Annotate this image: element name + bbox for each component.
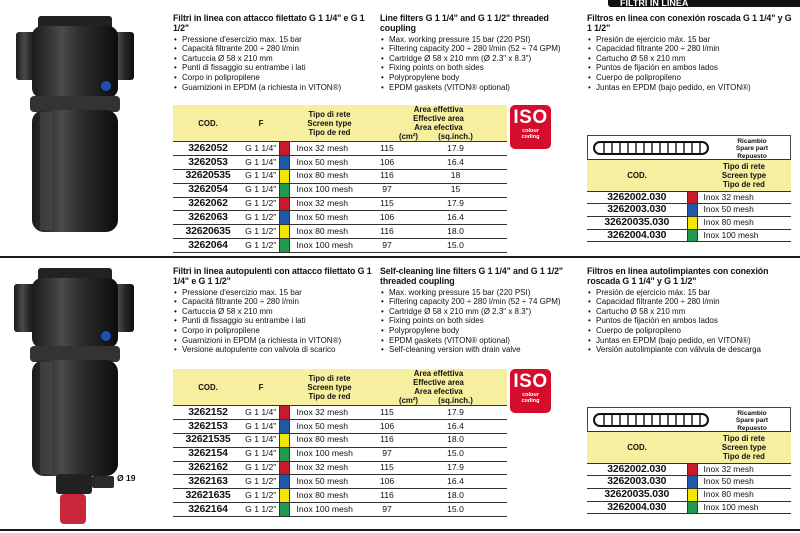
iso-colour-coding-badge — [510, 105, 551, 149]
desc-item: • EPDM gaskets (VITON® optional) — [380, 83, 585, 93]
table-row — [587, 191, 791, 204]
col-thread: F — [243, 369, 279, 406]
table-row — [173, 142, 507, 156]
desc-item: • Cartucho Ø 58 x 210 mm — [587, 54, 792, 64]
section-divider — [0, 529, 800, 531]
mesh-color-swatch — [279, 447, 289, 461]
desc-title: Filtros en linea autolimpiantes con conexión roscada G 1 1/4" y G 1 1/2" — [587, 266, 769, 286]
cartridge-icon — [592, 411, 710, 429]
mesh-type: Inox 100 mesh — [697, 501, 791, 514]
iso-colour-coding-badge — [510, 369, 551, 413]
mesh-type: Inox 100 mesh — [289, 239, 370, 253]
area-cm2: 115 — [370, 461, 404, 475]
area-header-it: Area effettiva — [413, 369, 464, 378]
table-row — [173, 155, 507, 169]
mesh-type: Inox 80 mesh — [289, 169, 370, 183]
table-row — [587, 501, 791, 514]
iso-text: ISO — [513, 107, 548, 128]
mesh-type: Inox 50 mesh — [289, 211, 370, 225]
spare-table — [587, 160, 791, 242]
unit-sqin: (sq.inch.) — [438, 132, 473, 141]
area-sqin: 18.0 — [404, 489, 507, 503]
area-header-it: Area effettiva — [413, 105, 464, 114]
product-code: 3262152 — [173, 406, 243, 420]
area-sqin: 17.9 — [404, 197, 507, 211]
desc-item: • Juntas en EPDM (bajo pedido, en VITON®) — [587, 83, 792, 93]
col-code: COD. — [173, 105, 243, 142]
table-row — [587, 476, 791, 489]
desc-item: • Filtering capacity 200 ÷ 280 l/min (52 ÷ 74 GPM) — [380, 44, 585, 54]
desc-item: • Filtering capacity 200 ÷ 280 l/min (52 ÷ 74 GPM) — [380, 297, 585, 307]
mesh-color-swatch — [687, 204, 697, 217]
area-cm2: 97 — [370, 239, 404, 253]
desc-item: • Cartucho Ø 58 x 210 mm — [587, 307, 792, 317]
table-row — [173, 447, 507, 461]
desc-title: Filtri in linea autopulenti con attacco filettato G 1 1/4" e G 1 1/2" — [173, 266, 372, 286]
mesh-header-it: Tipo di rete — [308, 373, 351, 383]
product-code: 3262064 — [173, 239, 243, 253]
area-cm2: 116 — [370, 169, 404, 183]
mesh-type: Inox 100 mesh — [289, 183, 370, 197]
col-code: COD. — [173, 369, 243, 406]
spare-mesh-es: Tipo de red — [723, 179, 765, 189]
spare-label-en: Spare part — [735, 417, 769, 425]
unit-cm: (cm²) — [398, 132, 419, 141]
mesh-header-en: Screen type — [307, 382, 352, 392]
thread-size: G 1 1/2" — [243, 197, 279, 211]
product-code: 3262153 — [173, 419, 243, 433]
spare-col-color — [687, 432, 697, 463]
spare-mesh-it: Tipo di rete — [723, 161, 765, 171]
spare-part-panel — [587, 407, 791, 514]
thread-size: G 1 1/2" — [243, 211, 279, 225]
desc-item: • Corpo in polipropilene — [173, 326, 378, 336]
thread-size: G 1 1/2" — [243, 461, 279, 475]
table-row — [173, 183, 507, 197]
desc-item: • Max. working pressure 15 bar (220 PSI) — [380, 288, 585, 298]
desc-item: • Cuerpo de polipropileno — [587, 73, 792, 83]
mesh-color-swatch — [687, 191, 697, 204]
area-header-es: Area efectiva — [414, 123, 463, 132]
desc-item: • Capacidad filtrante 200 ÷ 280 l/min — [587, 44, 792, 54]
mesh-color-swatch — [279, 239, 289, 253]
area-sqin: 18.0 — [404, 225, 507, 239]
product-code: 32620535 — [173, 169, 243, 183]
spare-mesh-en: Screen type — [721, 170, 767, 180]
area-cm2: 106 — [370, 419, 404, 433]
spare-table-body — [587, 463, 791, 514]
area-sqin: 16.4 — [404, 475, 507, 489]
spare-code: 3262002.030 — [587, 463, 687, 476]
area-sqin: 17.9 — [404, 406, 507, 420]
spare-mesh-en: Screen type — [721, 442, 767, 452]
product-table-body — [173, 406, 507, 517]
desc-item: • Versione autopulente con valvola di scarico — [173, 345, 378, 355]
cartridge-image — [588, 408, 714, 431]
area-cm2: 106 — [370, 155, 404, 169]
table-row — [173, 503, 507, 517]
spare-label-es: Repuesto — [737, 424, 767, 432]
area-cm2: 115 — [370, 406, 404, 420]
mesh-header-it: Tipo di rete — [308, 109, 351, 119]
thread-size: G 1 1/4" — [243, 169, 279, 183]
table-row — [587, 216, 791, 229]
product-code: 3262164 — [173, 503, 243, 517]
desc-item: • Fixing points on both sides — [380, 63, 585, 73]
desc-title: Filtri in linea con attacco filettato G 1 1/4" e G 1 1/2" — [173, 13, 365, 33]
mesh-type: Inox 100 mesh — [289, 503, 370, 517]
desc-item: • Guarnizioni in EPDM (a richiesta in VITON®) — [173, 83, 378, 93]
spare-col-code: COD. — [587, 160, 687, 191]
mesh-color-swatch — [279, 475, 289, 489]
desc-item: • Puntos de fijación en ambos lados — [587, 63, 792, 73]
product-code: 3262053 — [173, 155, 243, 169]
spare-part-label — [714, 408, 790, 431]
desc-item: • Cartuccia Ø 58 x 210 mm — [173, 54, 378, 64]
thread-size: G 1 1/2" — [243, 239, 279, 253]
area-header-en: Effective area — [413, 378, 464, 387]
area-cm2: 116 — [370, 225, 404, 239]
product-code: 32620635 — [173, 225, 243, 239]
mesh-color-swatch — [279, 169, 289, 183]
desc-item: • EPDM gaskets (VITON® optional) — [380, 336, 585, 346]
desc-item: • Cartuccia Ø 58 x 210 mm — [173, 307, 378, 317]
area-sqin: 16.4 — [404, 155, 507, 169]
col-mesh — [289, 105, 370, 142]
table-row — [173, 225, 507, 239]
desc-item: • Versión autolimpiante con válvula de descarga — [587, 345, 792, 355]
thread-size: G 1 1/2" — [243, 503, 279, 517]
col-area — [370, 105, 507, 142]
mesh-type: Inox 80 mesh — [289, 433, 370, 447]
thread-size: G 1 1/4" — [243, 406, 279, 420]
mesh-type: Inox 50 mesh — [697, 204, 791, 217]
product-code: 32621635 — [173, 489, 243, 503]
desc-item: • Polypropylene body — [380, 326, 585, 336]
mesh-color-swatch — [279, 142, 289, 156]
mesh-type: Inox 80 mesh — [289, 489, 370, 503]
spare-label-it: Ricambio — [737, 410, 767, 417]
desc-item: • Punti di fissaggio su entrambe i lati — [173, 63, 378, 73]
table-row — [587, 463, 791, 476]
desc-title: Line filters G 1 1/4" and G 1 1/2" threaded coupling — [380, 13, 549, 33]
mesh-color-swatch — [279, 225, 289, 239]
table-row — [173, 419, 507, 433]
desc-item: • Capacità filtrante 200 ÷ 280 l/min — [173, 297, 378, 307]
mesh-type: Inox 32 mesh — [289, 406, 370, 420]
description-en — [380, 14, 585, 92]
iso-sub: coding — [521, 134, 540, 140]
area-cm2: 115 — [370, 197, 404, 211]
mesh-color-swatch — [279, 183, 289, 197]
spare-part-panel — [587, 135, 791, 242]
mesh-color-swatch — [687, 488, 697, 501]
mesh-type: Inox 80 mesh — [289, 225, 370, 239]
col-thread: F — [243, 105, 279, 142]
spare-part-label — [714, 136, 790, 159]
table-row — [587, 204, 791, 217]
mesh-type: Inox 32 mesh — [697, 463, 791, 476]
table-row — [173, 406, 507, 420]
product-code: 3262063 — [173, 211, 243, 225]
product-table — [173, 105, 507, 253]
table-row — [173, 433, 507, 447]
thread-size: G 1 1/2" — [243, 225, 279, 239]
desc-item: • Presión de ejercicio máx. 15 bar — [587, 288, 792, 298]
mesh-type: Inox 80 mesh — [697, 216, 791, 229]
product-table-body — [173, 142, 507, 253]
area-sqin: 18.0 — [404, 433, 507, 447]
spare-label-en: Spare part — [735, 145, 769, 153]
desc-item: • Puntos de fijación en ambos lados — [587, 316, 792, 326]
mesh-color-swatch — [279, 461, 289, 475]
table-row — [173, 461, 507, 475]
thread-size: G 1 1/4" — [243, 433, 279, 447]
mesh-color-swatch — [687, 216, 697, 229]
mesh-color-swatch — [279, 419, 289, 433]
mesh-type: Inox 32 mesh — [289, 142, 370, 156]
desc-item: • Corpo in polipropilene — [173, 73, 378, 83]
spare-label-it: Ricambio — [737, 138, 767, 145]
thread-size: G 1 1/4" — [243, 419, 279, 433]
area-cm2: 116 — [370, 433, 404, 447]
product-code: 3262154 — [173, 447, 243, 461]
mesh-color-swatch — [279, 406, 289, 420]
desc-item: • Self-cleaning version with drain valve — [380, 345, 585, 355]
mesh-type: Inox 32 mesh — [289, 461, 370, 475]
area-sqin: 18 — [404, 169, 507, 183]
mesh-color-swatch — [687, 463, 697, 476]
area-cm2: 97 — [370, 183, 404, 197]
mesh-type: Inox 50 mesh — [697, 476, 791, 489]
desc-item: • Fixing points on both sides — [380, 316, 585, 326]
mesh-color-swatch — [279, 503, 289, 517]
area-sqin: 16.4 — [404, 211, 507, 225]
table-row — [173, 475, 507, 489]
spare-part-header — [587, 407, 791, 432]
iso-sub: colour — [522, 128, 539, 134]
table-row — [173, 197, 507, 211]
drain-diameter-label: Ø 19 — [117, 473, 136, 483]
mesh-type: Inox 50 mesh — [289, 155, 370, 169]
table-row — [173, 169, 507, 183]
mesh-color-swatch — [279, 155, 289, 169]
spare-col-code: COD. — [587, 432, 687, 463]
col-color — [279, 369, 289, 406]
mesh-color-swatch — [687, 501, 697, 514]
product-code: 32621535 — [173, 433, 243, 447]
spare-col-mesh — [697, 432, 791, 463]
iso-text: ISO — [513, 371, 548, 392]
cartridge-icon — [592, 139, 710, 157]
area-sqin: 15.0 — [404, 239, 507, 253]
table-row — [587, 229, 791, 242]
mesh-header-es: Tipo de red — [308, 127, 351, 137]
thread-size: G 1 1/4" — [243, 183, 279, 197]
area-cm2: 106 — [370, 211, 404, 225]
description-es — [587, 267, 792, 355]
mesh-header-es: Tipo de red — [308, 391, 351, 401]
mesh-color-swatch — [279, 197, 289, 211]
table-row — [173, 211, 507, 225]
spare-code: 3262003.030 — [587, 476, 687, 489]
description-it — [173, 267, 378, 355]
table-row — [587, 488, 791, 501]
product-code: 3262054 — [173, 183, 243, 197]
spare-code: 3262004.030 — [587, 229, 687, 242]
area-cm2: 97 — [370, 447, 404, 461]
mesh-type: Inox 50 mesh — [289, 419, 370, 433]
table-row — [173, 239, 507, 253]
mesh-color-swatch — [687, 476, 697, 489]
spare-mesh-it: Tipo di rete — [723, 433, 765, 443]
description-es — [587, 14, 792, 92]
area-sqin: 15.0 — [404, 447, 507, 461]
thread-size: G 1 1/4" — [243, 447, 279, 461]
desc-item: • Pressione d'esercizio max. 15 bar — [173, 288, 378, 298]
spare-code: 3262004.030 — [587, 501, 687, 514]
desc-item: • Punti di fissaggio su entrambe i lati — [173, 316, 378, 326]
area-sqin: 16.4 — [404, 419, 507, 433]
product-code: 3262052 — [173, 142, 243, 156]
unit-cm: (cm²) — [398, 396, 419, 405]
description-en — [380, 267, 585, 355]
desc-item: • Cartridge Ø 58 x 210 mm (Ø 2.3" x 8.3") — [380, 307, 585, 317]
section-divider — [0, 256, 800, 258]
mesh-color-swatch — [279, 489, 289, 503]
desc-item: • Guarnizioni in EPDM (a richiesta in VITON®) — [173, 336, 378, 346]
iso-sub: coding — [521, 398, 540, 404]
description-it — [173, 14, 378, 92]
product-code: 3262062 — [173, 197, 243, 211]
area-header-en: Effective area — [413, 114, 464, 123]
category-badge: FILTRI IN LINEA — [608, 0, 800, 7]
spare-code: 3262002.030 — [587, 191, 687, 204]
product-code: 3262162 — [173, 461, 243, 475]
mesh-type: Inox 100 mesh — [697, 229, 791, 242]
mesh-color-swatch — [279, 211, 289, 225]
desc-item: • Polypropylene body — [380, 73, 585, 83]
product-code: 3262163 — [173, 475, 243, 489]
area-sqin: 15.0 — [404, 503, 507, 517]
thread-size: G 1 1/2" — [243, 489, 279, 503]
spare-code: 32620035.030 — [587, 488, 687, 501]
spare-table-body — [587, 191, 791, 242]
line-filter-image — [10, 8, 150, 248]
desc-item: • Capacidad filtrante 200 ÷ 280 l/min — [587, 297, 792, 307]
mesh-color-swatch — [687, 229, 697, 242]
spare-code: 3262003.030 — [587, 204, 687, 217]
area-cm2: 97 — [370, 503, 404, 517]
area-sqin: 15 — [404, 183, 507, 197]
iso-sub: colour — [522, 392, 539, 398]
desc-item: • Presión de ejercicio máx. 15 bar — [587, 35, 792, 45]
col-mesh — [289, 369, 370, 406]
area-cm2: 115 — [370, 142, 404, 156]
desc-item: • Cartridge Ø 58 x 210 mm (Ø 2.3" x 8.3") — [380, 54, 585, 64]
desc-item: • Juntas en EPDM (bajo pedido, en VITON®) — [587, 336, 792, 346]
thread-size: G 1 1/4" — [243, 155, 279, 169]
mesh-type: Inox 32 mesh — [697, 191, 791, 204]
area-sqin: 17.9 — [404, 142, 507, 156]
desc-title: Filtros en linea con conexión roscada G 1 1/4" y G 1 1/2" — [587, 13, 792, 33]
cartridge-image — [588, 136, 714, 159]
thread-size: G 1 1/2" — [243, 475, 279, 489]
spare-part-header — [587, 135, 791, 160]
desc-item: • Cuerpo de polipropileno — [587, 326, 792, 336]
area-sqin: 17.9 — [404, 461, 507, 475]
thread-size: G 1 1/4" — [243, 142, 279, 156]
mesh-type: Inox 32 mesh — [289, 197, 370, 211]
area-cm2: 106 — [370, 475, 404, 489]
desc-item: • Max. working pressure 15 bar (220 PSI) — [380, 35, 585, 45]
mesh-type: Inox 50 mesh — [289, 475, 370, 489]
spare-col-mesh — [697, 160, 791, 191]
spare-code: 32620035.030 — [587, 216, 687, 229]
mesh-header-en: Screen type — [307, 118, 352, 128]
area-header-es: Area efectiva — [414, 387, 463, 396]
table-row — [173, 489, 507, 503]
spare-mesh-es: Tipo de red — [723, 451, 765, 461]
mesh-type: Inox 80 mesh — [697, 488, 791, 501]
spare-col-color — [687, 160, 697, 191]
col-color — [279, 105, 289, 142]
area-cm2: 116 — [370, 489, 404, 503]
spare-label-es: Repuesto — [737, 152, 767, 160]
desc-title: Self-cleaning line filters G 1 1/4" and G 1 1/2" threaded coupling — [380, 266, 563, 286]
unit-sqin: (sq.inch.) — [438, 396, 473, 405]
product-table — [173, 369, 507, 517]
col-area — [370, 369, 507, 406]
spare-table — [587, 432, 791, 514]
desc-item: • Capacità filtrante 200 ÷ 280 l/min — [173, 44, 378, 54]
mesh-color-swatch — [279, 433, 289, 447]
desc-item: • Pressione d'esercizio max. 15 bar — [173, 35, 378, 45]
self-cleaning-filter-image — [8, 262, 158, 530]
mesh-type: Inox 100 mesh — [289, 447, 370, 461]
